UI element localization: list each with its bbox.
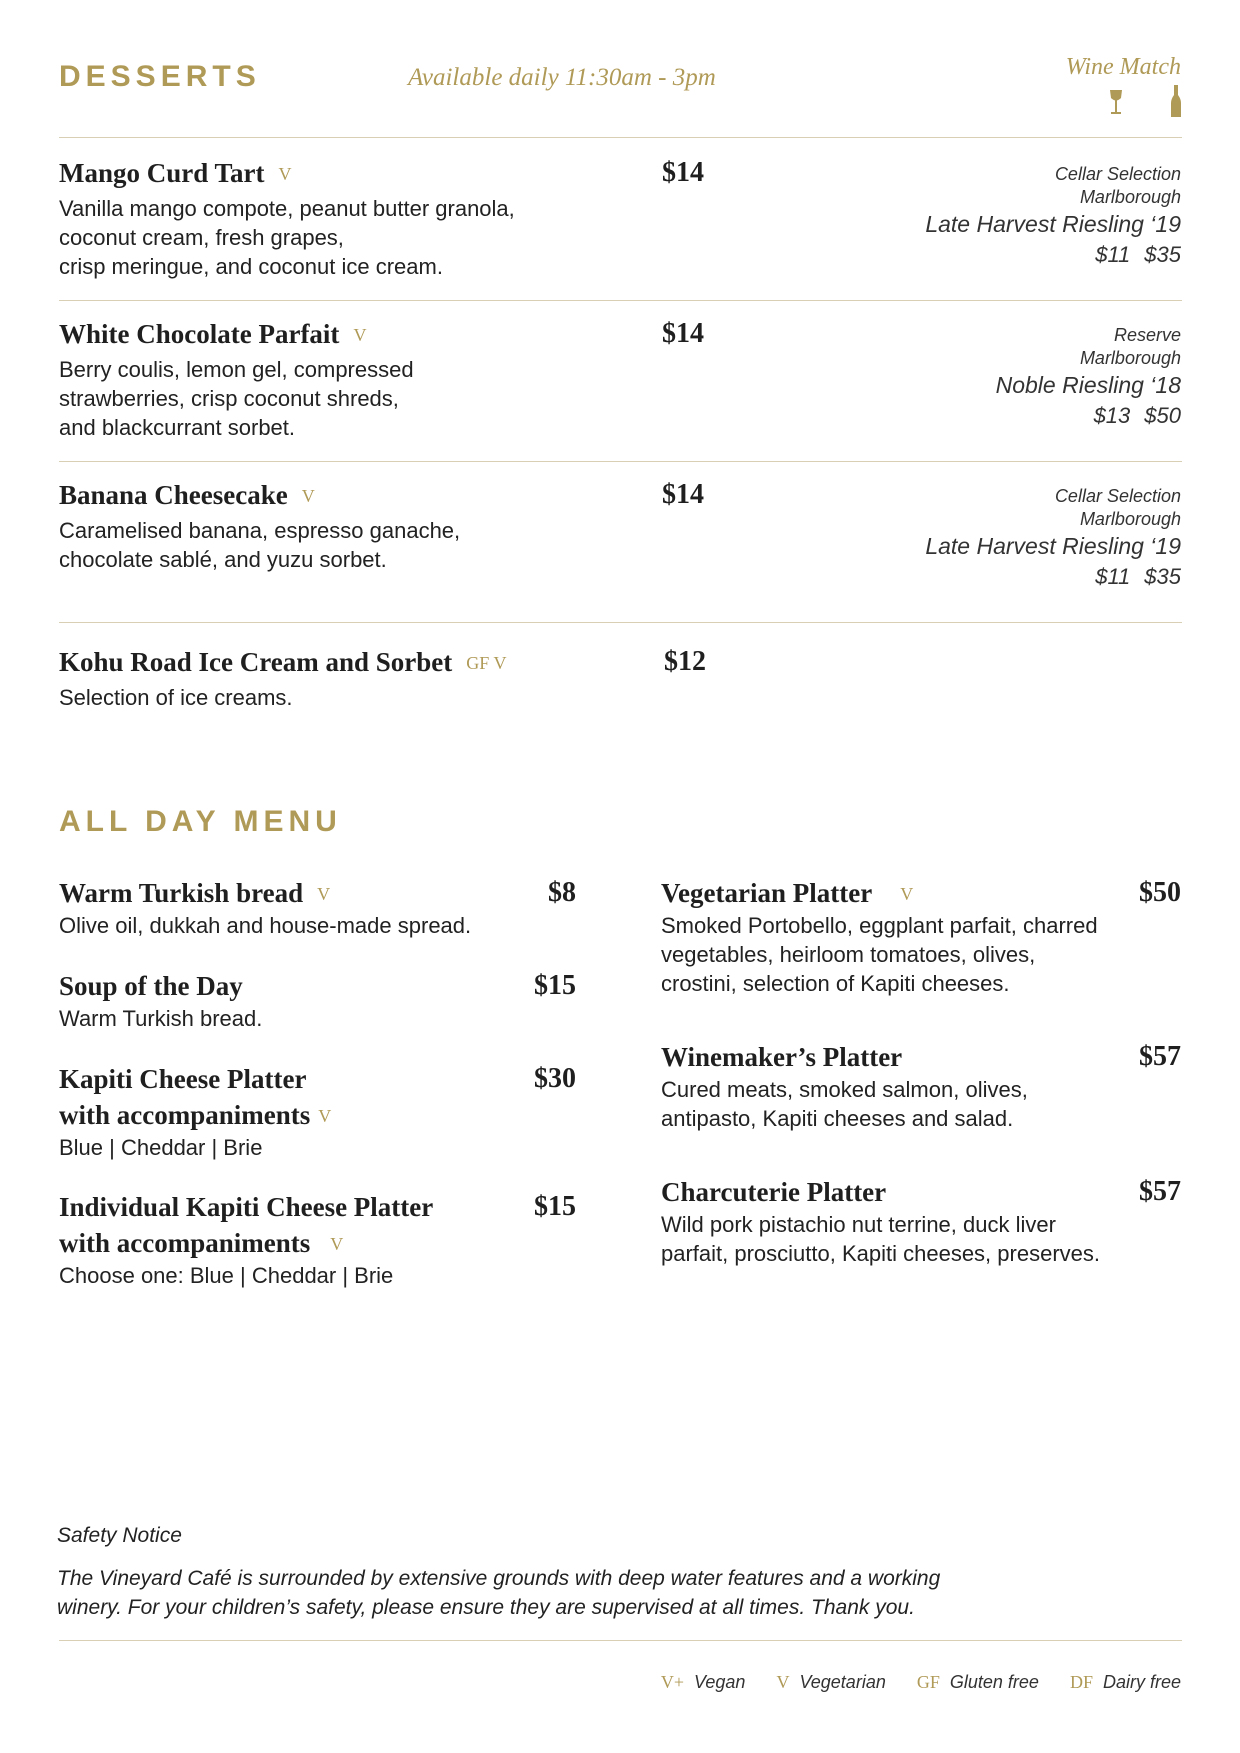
- dish-description: Cured meats, smoked salmon, olives,: [661, 1077, 1028, 1102]
- dish-description: and blackcurrant sorbet.: [59, 415, 296, 440]
- dish-price: $15: [534, 970, 576, 1001]
- menu-item: [661, 875, 1121, 998]
- legend-label: Dairy free: [1102, 1672, 1181, 1692]
- diet-badge: V: [318, 1106, 332, 1126]
- dish-description: Choose one: Blue | Cheddar | Brie: [59, 1263, 394, 1288]
- wine-glass-price: $13: [1093, 403, 1131, 428]
- dish-name: White Chocolate Parfait: [59, 319, 340, 349]
- dish-description: parfait, prosciutto, Kapiti cheeses, preserves.: [661, 1241, 1100, 1266]
- dish-description: Berry coulis, lemon gel, compressed: [59, 357, 414, 382]
- dish-price: $57: [1139, 1041, 1181, 1072]
- desserts-title: DESSERTS: [59, 60, 261, 93]
- safety-notice-text: The Vineyard Café is surrounded by extensive grounds with deep water features and a working: [57, 1567, 941, 1590]
- dish-price: $8: [548, 877, 576, 908]
- dish-description: Caramelised banana, espresso ganache,: [59, 518, 461, 543]
- wine-bottle-price: $35: [1144, 242, 1181, 267]
- wine-range: Cellar Selection: [1054, 164, 1181, 184]
- wine-range: Cellar Selection: [1054, 486, 1181, 506]
- dish-price: $12: [664, 646, 706, 677]
- dish-description: Olive oil, dukkah and house-made spread.: [59, 913, 472, 938]
- dish-price: $14: [662, 318, 704, 349]
- dish-name: with accompaniments: [59, 1100, 311, 1130]
- wine-match: [996, 324, 1181, 432]
- menu-item: [59, 968, 579, 1033]
- dish-description: Vanilla mango compote, peanut butter granola,: [59, 196, 515, 221]
- legend-code: V+: [660, 1672, 685, 1692]
- dish-description: Smoked Portobello, eggplant parfait, charred: [661, 913, 1098, 938]
- wine-match: [925, 163, 1181, 271]
- dish-description: chocolate sablé, and yuzu sorbet.: [59, 547, 387, 572]
- dish-name: Winemaker’s Platter: [661, 1042, 903, 1072]
- wine-glass-price: $11: [1095, 242, 1131, 267]
- safety-notice-text: winery. For your children’s safety, please ensure they are supervised at all times. Thank you.: [57, 1596, 915, 1619]
- wine-range: Reserve: [1113, 325, 1181, 345]
- menu-item: [59, 1061, 579, 1162]
- dish-price: $15: [534, 1191, 576, 1222]
- dish-description: crisp meringue, and coconut ice cream.: [59, 254, 443, 279]
- legend-item: [776, 1672, 885, 1692]
- dish-price: $14: [662, 479, 704, 510]
- divider: [59, 461, 1182, 462]
- dish-description: vegetables, heirloom tomatoes, olives,: [661, 942, 1036, 967]
- dish-name: Vegetarian Platter: [661, 878, 873, 908]
- dessert-item: [59, 155, 515, 281]
- diet-badge: GF V: [466, 653, 507, 673]
- dish-description: Blue | Cheddar | Brie: [59, 1135, 263, 1160]
- legend-item: [917, 1672, 1039, 1692]
- dish-price: $30: [534, 1063, 576, 1094]
- legend-label: Gluten free: [949, 1672, 1039, 1692]
- dish-name: Mango Curd Tart: [59, 158, 265, 188]
- dish-description: Warm Turkish bread.: [59, 1006, 263, 1031]
- legend-label: Vegetarian: [799, 1672, 886, 1692]
- wine-match-header: [1066, 54, 1181, 117]
- safety-notice: [57, 1564, 940, 1622]
- dish-name: Individual Kapiti Cheese Platter: [59, 1192, 434, 1222]
- dietary-legend: [635, 1672, 1181, 1693]
- legend-item: [661, 1672, 746, 1692]
- dessert-item: [59, 316, 414, 442]
- wine-name: Noble Riesling ‘18: [995, 372, 1181, 398]
- menu-item: [59, 875, 579, 940]
- all-day-menu-title: ALL DAY MENU: [59, 805, 342, 838]
- dish-description: antipasto, Kapiti cheeses and salad.: [661, 1106, 1014, 1131]
- dish-name: Kohu Road Ice Cream and Sorbet: [59, 647, 453, 677]
- legend-label: Vegan: [694, 1672, 746, 1692]
- dish-price: $14: [662, 157, 704, 188]
- desserts-availability: Available daily 11:30am - 3pm: [408, 64, 716, 91]
- legend-item: [1070, 1672, 1181, 1692]
- legend-code: V: [776, 1672, 790, 1692]
- dish-description: Selection of ice creams.: [59, 685, 293, 710]
- divider: [59, 300, 1182, 301]
- dish-name: Warm Turkish bread: [59, 878, 304, 908]
- wine-glass-price: $11: [1095, 564, 1131, 589]
- dish-description: Wild pork pistachio nut terrine, duck liver: [661, 1212, 1056, 1237]
- wine-region: Marlborough: [1079, 187, 1181, 207]
- wine-name: Late Harvest Riesling ‘19: [925, 533, 1181, 559]
- wine-bottle-price: $35: [1144, 564, 1181, 589]
- dish-name: Soup of the Day: [59, 971, 243, 1001]
- menu-item: [661, 1039, 1121, 1133]
- wine-bottle-price: $50: [1144, 403, 1181, 428]
- diet-badge: V: [301, 486, 315, 506]
- dish-description: coconut cream, fresh grapes,: [59, 225, 344, 250]
- divider: [59, 1640, 1182, 1641]
- legend-code: GF: [916, 1672, 940, 1692]
- wine-match-label: Wine Match: [1065, 54, 1181, 80]
- dish-name: Kapiti Cheese Platter: [59, 1064, 307, 1094]
- diet-badge: V: [317, 884, 331, 904]
- diet-badge: V: [900, 884, 914, 904]
- wine-glass-icon: [1109, 89, 1123, 117]
- dish-price: $50: [1139, 877, 1181, 908]
- wine-match: [925, 485, 1181, 593]
- dessert-item: [59, 477, 460, 574]
- dessert-item: [59, 644, 506, 712]
- wine-region: Marlborough: [1079, 509, 1181, 529]
- wine-region: Marlborough: [1079, 348, 1181, 368]
- diet-badge: V: [278, 164, 292, 184]
- divider: [59, 137, 1182, 138]
- wine-name: Late Harvest Riesling ‘19: [925, 211, 1181, 237]
- menu-item: [661, 1174, 1121, 1268]
- dish-name: Charcuterie Platter: [661, 1177, 887, 1207]
- safety-notice-title: Safety Notice: [57, 1524, 182, 1547]
- divider: [59, 622, 1182, 623]
- dish-name: Banana Cheesecake: [59, 480, 288, 510]
- diet-badge: V: [330, 1234, 344, 1254]
- dish-price: $57: [1139, 1176, 1181, 1207]
- dish-description: strawberries, crisp coconut shreds,: [59, 386, 399, 411]
- dish-name: with accompaniments: [59, 1228, 311, 1258]
- dish-description: crostini, selection of Kapiti cheeses.: [661, 971, 1010, 996]
- wine-bottle-icon: [1171, 85, 1181, 117]
- legend-code: DF: [1069, 1672, 1093, 1692]
- diet-badge: V: [353, 325, 367, 345]
- menu-item: [59, 1189, 579, 1290]
